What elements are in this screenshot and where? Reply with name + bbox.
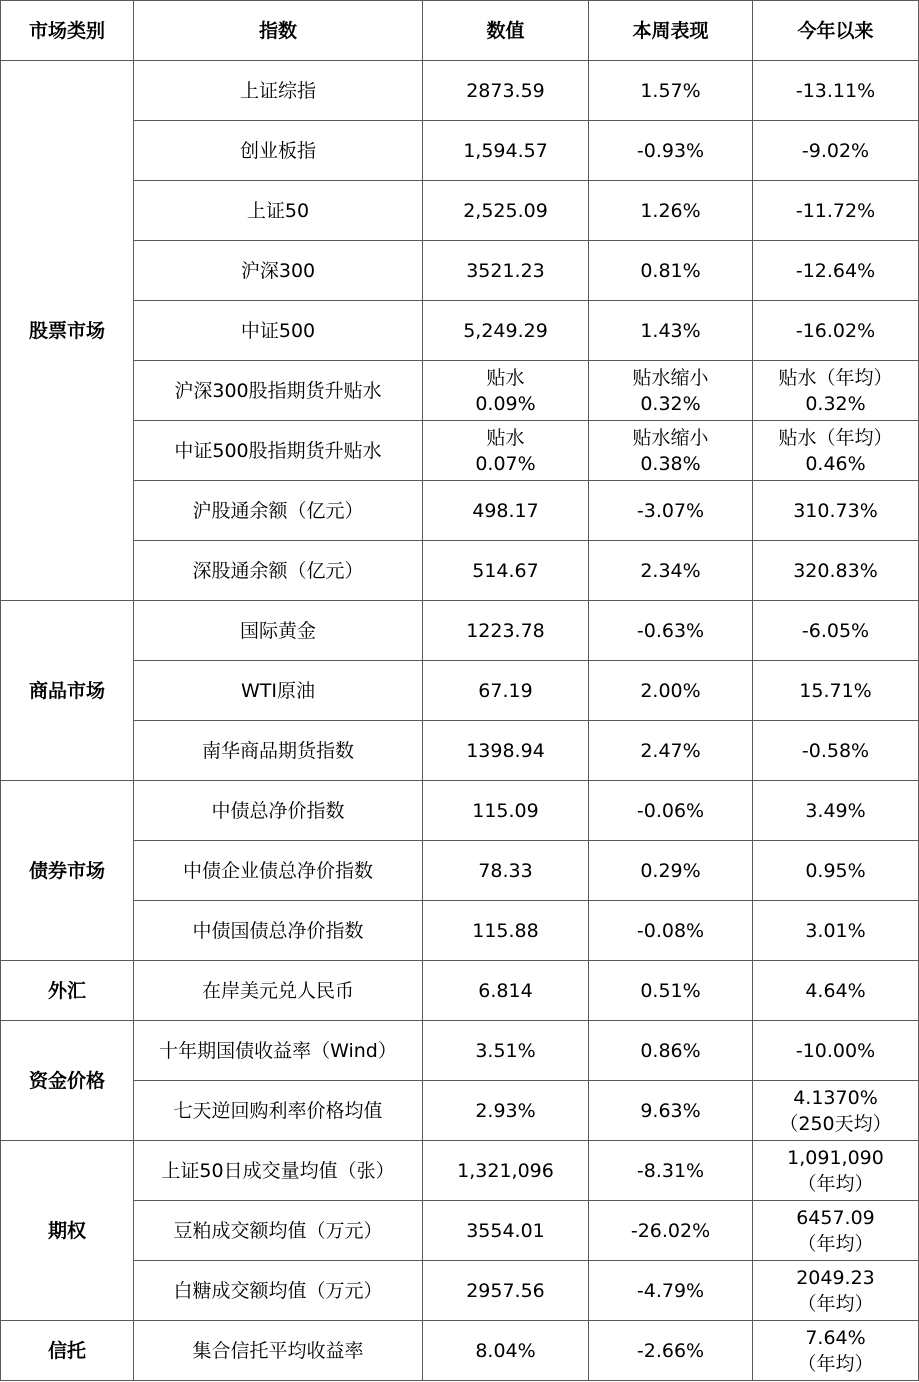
weekly-change-cell bbox=[589, 361, 753, 421]
table-row bbox=[1, 301, 919, 361]
value-cell-line: 498.17 bbox=[472, 499, 539, 522]
value-cell-line: 3.51% bbox=[475, 1039, 536, 1062]
value-cell-line: 贴水 bbox=[486, 426, 525, 449]
value-cell-line: 78.33 bbox=[478, 859, 533, 882]
market-category-cell: 债券市场 bbox=[1, 781, 134, 961]
table-row bbox=[1, 841, 919, 901]
ytd-change-cell bbox=[753, 481, 919, 541]
index-name-cell: 中证500 bbox=[134, 301, 423, 361]
value-cell-line: 115.09 bbox=[472, 799, 539, 822]
ytd-change-cell bbox=[753, 541, 919, 601]
table-row bbox=[1, 1141, 919, 1201]
ytd-change-cell-line: （年均） bbox=[797, 1232, 874, 1255]
ytd-change-cell bbox=[753, 181, 919, 241]
value-cell-line: 2957.56 bbox=[466, 1279, 545, 1302]
weekly-change-cell-line: -26.02% bbox=[630, 1219, 711, 1242]
ytd-change-cell bbox=[753, 421, 919, 481]
header-row bbox=[1, 1, 919, 61]
index-name-cell: 创业板指 bbox=[134, 121, 423, 181]
index-name-cell: 上证50日成交量均值（张） bbox=[134, 1141, 423, 1201]
ytd-change-cell bbox=[753, 1261, 919, 1321]
table-row bbox=[1, 661, 919, 721]
value-cell bbox=[423, 901, 589, 961]
ytd-change-cell-line: -10.00% bbox=[795, 1039, 876, 1062]
market-category-cell: 外汇 bbox=[1, 961, 134, 1021]
weekly-change-cell-line: 0.32% bbox=[640, 392, 701, 415]
weekly-change-cell bbox=[589, 241, 753, 301]
header-market-category: 市场类别 bbox=[1, 1, 134, 61]
ytd-change-cell-line: 3.49% bbox=[805, 799, 866, 822]
value-cell bbox=[423, 961, 589, 1021]
ytd-change-cell-line: -12.64% bbox=[795, 259, 876, 282]
ytd-change-cell-line: 4.1370% bbox=[793, 1086, 878, 1109]
value-cell bbox=[423, 61, 589, 121]
ytd-change-cell-line: 0.95% bbox=[805, 859, 866, 882]
value-cell-line: 3521.23 bbox=[466, 259, 545, 282]
index-name-cell: 十年期国债收益率（Wind） bbox=[134, 1021, 423, 1081]
ytd-change-cell-line: （年均） bbox=[797, 1292, 874, 1315]
market-category-cell: 期权 bbox=[1, 1141, 134, 1321]
index-name-cell: 中证500股指期货升贴水 bbox=[134, 421, 423, 481]
value-cell bbox=[423, 1141, 589, 1201]
ytd-change-cell bbox=[753, 721, 919, 781]
weekly-change-cell bbox=[589, 1201, 753, 1261]
value-cell bbox=[423, 601, 589, 661]
index-name-cell: 上证50 bbox=[134, 181, 423, 241]
weekly-change-cell-line: -8.31% bbox=[636, 1159, 705, 1182]
value-cell-line: 0.07% bbox=[475, 452, 536, 475]
weekly-change-cell bbox=[589, 1261, 753, 1321]
value-cell-line: 67.19 bbox=[478, 679, 533, 702]
value-cell bbox=[423, 1321, 589, 1381]
ytd-change-cell bbox=[753, 361, 919, 421]
table-row bbox=[1, 1021, 919, 1081]
table-row bbox=[1, 1261, 919, 1321]
ytd-change-cell-line: 15.71% bbox=[799, 679, 872, 702]
value-cell-line: 514.67 bbox=[472, 559, 539, 582]
value-cell-line: 1223.78 bbox=[466, 619, 545, 642]
header-year-to-date: 今年以来 bbox=[753, 1, 919, 61]
ytd-change-cell-line: -16.02% bbox=[795, 319, 876, 342]
ytd-change-cell bbox=[753, 901, 919, 961]
weekly-change-cell bbox=[589, 1141, 753, 1201]
index-name-cell: 中债企业债总净价指数 bbox=[134, 841, 423, 901]
weekly-change-cell-line: 1.26% bbox=[640, 199, 701, 222]
ytd-change-cell bbox=[753, 1141, 919, 1201]
weekly-change-cell bbox=[589, 1021, 753, 1081]
ytd-change-cell bbox=[753, 301, 919, 361]
ytd-change-cell-line: 贴水（年均） bbox=[778, 426, 893, 449]
index-name-cell: 沪股通余额（亿元） bbox=[134, 481, 423, 541]
weekly-change-cell-line: 贴水缩小 bbox=[632, 426, 709, 449]
value-cell bbox=[423, 1021, 589, 1081]
ytd-change-cell-line: （年均） bbox=[797, 1172, 874, 1195]
ytd-change-cell-line: -9.02% bbox=[801, 139, 870, 162]
index-name-cell: 中债国债总净价指数 bbox=[134, 901, 423, 961]
weekly-change-cell bbox=[589, 481, 753, 541]
weekly-change-cell-line: -0.08% bbox=[636, 919, 705, 942]
value-cell bbox=[423, 1261, 589, 1321]
table-row bbox=[1, 361, 919, 421]
table-row bbox=[1, 1081, 919, 1141]
weekly-change-cell-line: 0.51% bbox=[640, 979, 701, 1002]
value-cell-line: 115.88 bbox=[472, 919, 539, 942]
table-row bbox=[1, 721, 919, 781]
table-row bbox=[1, 241, 919, 301]
ytd-change-cell-line: 320.83% bbox=[793, 559, 878, 582]
weekly-change-cell bbox=[589, 1321, 753, 1381]
value-cell bbox=[423, 541, 589, 601]
value-cell bbox=[423, 121, 589, 181]
weekly-change-cell bbox=[589, 661, 753, 721]
table-row bbox=[1, 121, 919, 181]
ytd-change-cell-line: 7.64% bbox=[805, 1326, 866, 1349]
market-category-cell: 信托 bbox=[1, 1321, 134, 1381]
ytd-change-cell bbox=[753, 1321, 919, 1381]
index-name-cell: 上证综指 bbox=[134, 61, 423, 121]
ytd-change-cell-line: （250天均） bbox=[779, 1112, 892, 1135]
ytd-change-cell bbox=[753, 601, 919, 661]
index-name-cell: 七天逆回购利率价格均值 bbox=[134, 1081, 423, 1141]
ytd-change-cell bbox=[753, 1201, 919, 1261]
ytd-change-cell-line: -11.72% bbox=[795, 199, 876, 222]
weekly-change-cell-line: 1.57% bbox=[640, 79, 701, 102]
weekly-change-cell bbox=[589, 721, 753, 781]
index-name-cell: 豆粕成交额均值（万元） bbox=[134, 1201, 423, 1261]
value-cell bbox=[423, 721, 589, 781]
value-cell-line: 1,321,096 bbox=[457, 1159, 554, 1182]
ytd-change-cell bbox=[753, 781, 919, 841]
value-cell-line: 1398.94 bbox=[466, 739, 545, 762]
value-cell bbox=[423, 421, 589, 481]
ytd-change-cell bbox=[753, 841, 919, 901]
ytd-change-cell bbox=[753, 241, 919, 301]
header-value: 数值 bbox=[423, 1, 589, 61]
value-cell-line: 5,249.29 bbox=[463, 319, 548, 342]
header-index: 指数 bbox=[134, 1, 423, 61]
index-name-cell: 沪深300股指期货升贴水 bbox=[134, 361, 423, 421]
weekly-change-cell bbox=[589, 841, 753, 901]
weekly-change-cell bbox=[589, 61, 753, 121]
ytd-change-cell-line: 3.01% bbox=[805, 919, 866, 942]
value-cell bbox=[423, 781, 589, 841]
table-row bbox=[1, 181, 919, 241]
weekly-change-cell-line: 0.29% bbox=[640, 859, 701, 882]
weekly-change-cell-line: 2.00% bbox=[640, 679, 701, 702]
index-name-cell: 在岸美元兑人民币 bbox=[134, 961, 423, 1021]
ytd-change-cell bbox=[753, 61, 919, 121]
ytd-change-cell-line: 6457.09 bbox=[796, 1206, 875, 1229]
value-cell-line: 1,594.57 bbox=[463, 139, 548, 162]
weekly-change-cell-line: 0.38% bbox=[640, 452, 701, 475]
table-row bbox=[1, 1321, 919, 1381]
ytd-change-cell-line: 4.64% bbox=[805, 979, 866, 1002]
weekly-change-cell-line: -0.06% bbox=[636, 799, 705, 822]
ytd-change-cell bbox=[753, 1081, 919, 1141]
ytd-change-cell-line: 1,091,090 bbox=[787, 1146, 884, 1169]
value-cell bbox=[423, 181, 589, 241]
value-cell bbox=[423, 1201, 589, 1261]
header-weekly-performance: 本周表现 bbox=[589, 1, 753, 61]
ytd-change-cell-line: （年均） bbox=[797, 1352, 874, 1375]
index-name-cell: 沪深300 bbox=[134, 241, 423, 301]
value-cell-line: 8.04% bbox=[475, 1339, 536, 1362]
weekly-change-cell-line: 1.43% bbox=[640, 319, 701, 342]
value-cell bbox=[423, 361, 589, 421]
value-cell bbox=[423, 1081, 589, 1141]
ytd-change-cell-line: 0.46% bbox=[805, 452, 866, 475]
value-cell bbox=[423, 661, 589, 721]
market-category-cell: 资金价格 bbox=[1, 1021, 134, 1141]
value-cell bbox=[423, 841, 589, 901]
value-cell bbox=[423, 241, 589, 301]
index-name-cell: 南华商品期货指数 bbox=[134, 721, 423, 781]
weekly-change-cell-line: -0.63% bbox=[636, 619, 705, 642]
ytd-change-cell bbox=[753, 661, 919, 721]
weekly-change-cell bbox=[589, 421, 753, 481]
weekly-change-cell-line: -2.66% bbox=[636, 1339, 705, 1362]
value-cell-line: 2873.59 bbox=[466, 79, 545, 102]
weekly-change-cell bbox=[589, 601, 753, 661]
ytd-change-cell bbox=[753, 961, 919, 1021]
table-body bbox=[1, 61, 919, 1381]
value-cell-line: 贴水 bbox=[486, 366, 525, 389]
ytd-change-cell-line: -0.58% bbox=[801, 739, 870, 762]
ytd-change-cell-line: 2049.23 bbox=[796, 1266, 875, 1289]
table-row bbox=[1, 781, 919, 841]
weekly-change-cell-line: 9.63% bbox=[640, 1099, 701, 1122]
weekly-change-cell bbox=[589, 961, 753, 1021]
index-name-cell: 集合信托平均收益率 bbox=[134, 1321, 423, 1381]
weekly-change-cell-line: 0.86% bbox=[640, 1039, 701, 1062]
value-cell-line: 2,525.09 bbox=[463, 199, 548, 222]
table-row bbox=[1, 481, 919, 541]
weekly-change-cell bbox=[589, 1081, 753, 1141]
table-row bbox=[1, 961, 919, 1021]
value-cell-line: 2.93% bbox=[475, 1099, 536, 1122]
index-name-cell: 深股通余额（亿元） bbox=[134, 541, 423, 601]
weekly-change-cell-line: -3.07% bbox=[636, 499, 705, 522]
weekly-change-cell-line: -0.93% bbox=[636, 139, 705, 162]
value-cell-line: 3554.01 bbox=[466, 1219, 545, 1242]
ytd-change-cell-line: 贴水（年均） bbox=[778, 366, 893, 389]
value-cell-line: 0.09% bbox=[475, 392, 536, 415]
weekly-change-cell bbox=[589, 781, 753, 841]
index-name-cell: WTI原油 bbox=[134, 661, 423, 721]
value-cell bbox=[423, 301, 589, 361]
ytd-change-cell-line: 0.32% bbox=[805, 392, 866, 415]
table-row bbox=[1, 421, 919, 481]
weekly-change-cell-line: 2.34% bbox=[640, 559, 701, 582]
weekly-change-cell-line: 贴水缩小 bbox=[632, 366, 709, 389]
ytd-change-cell bbox=[753, 121, 919, 181]
value-cell-line: 6.814 bbox=[478, 979, 533, 1002]
weekly-change-cell-line: -4.79% bbox=[636, 1279, 705, 1302]
weekly-change-cell bbox=[589, 541, 753, 601]
ytd-change-cell-line: 310.73% bbox=[793, 499, 878, 522]
table-row bbox=[1, 901, 919, 961]
table-row bbox=[1, 601, 919, 661]
ytd-change-cell-line: -13.11% bbox=[795, 79, 876, 102]
weekly-change-cell bbox=[589, 181, 753, 241]
ytd-change-cell-line: -6.05% bbox=[801, 619, 870, 642]
table-row bbox=[1, 1201, 919, 1261]
weekly-change-cell bbox=[589, 121, 753, 181]
market-category-cell: 股票市场 bbox=[1, 61, 134, 601]
weekly-change-cell bbox=[589, 301, 753, 361]
weekly-change-cell-line: 2.47% bbox=[640, 739, 701, 762]
market-category-cell: 商品市场 bbox=[1, 601, 134, 781]
table-row bbox=[1, 61, 919, 121]
index-name-cell: 白糖成交额均值（万元） bbox=[134, 1261, 423, 1321]
index-name-cell: 国际黄金 bbox=[134, 601, 423, 661]
table-row bbox=[1, 541, 919, 601]
weekly-change-cell-line: 0.81% bbox=[640, 259, 701, 282]
weekly-change-cell bbox=[589, 901, 753, 961]
ytd-change-cell bbox=[753, 1021, 919, 1081]
value-cell bbox=[423, 481, 589, 541]
index-name-cell: 中债总净价指数 bbox=[134, 781, 423, 841]
